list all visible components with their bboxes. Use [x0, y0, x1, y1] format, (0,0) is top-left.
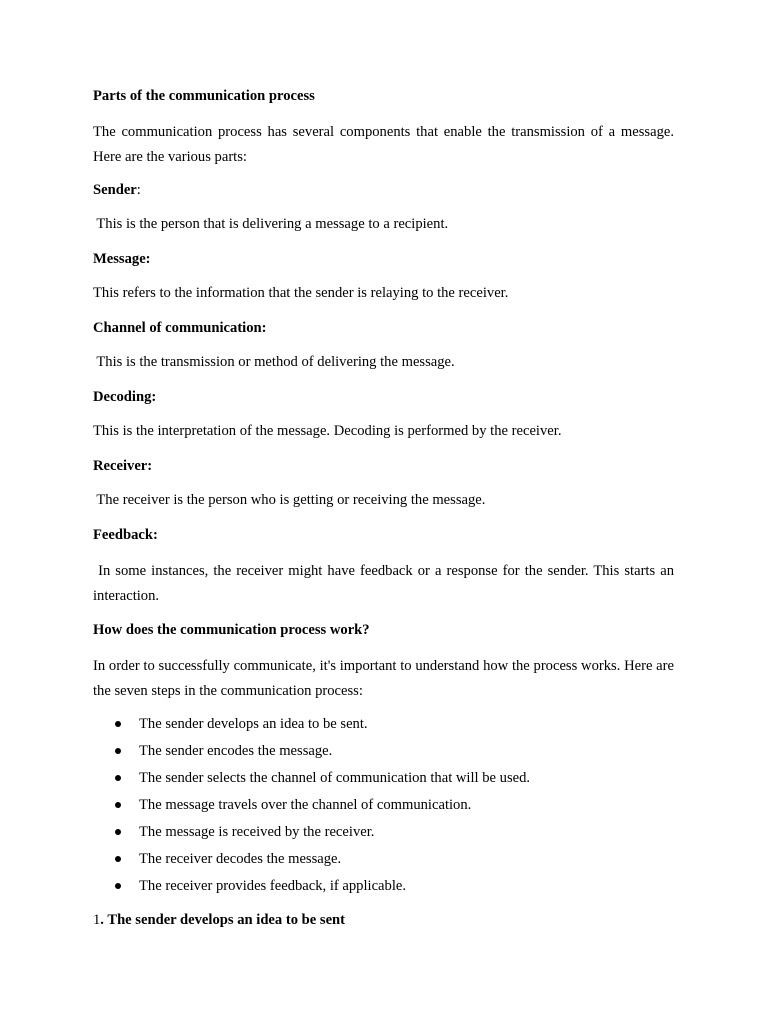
- intro-paragraph: The communication process has several components that enable the transmission of a message. Here are the various parts:: [93, 124, 674, 165]
- part-text-sender: This is the person that is delivering a message to a recipient.: [93, 216, 449, 232]
- steps-list: [93, 714, 674, 896]
- part-label-channel: [93, 318, 674, 338]
- bullet-icon: [115, 721, 121, 727]
- part-label-text: Feedback:: [93, 527, 158, 543]
- part-text-feedback: In some instances, the receiver might have feedback or a response for the sender. This starts an interaction.: [93, 563, 678, 604]
- list-item: [93, 795, 674, 815]
- how-intro-paragraph: In order to successfully communicate, it's important to understand how the process works. Here are the seven steps in the communication process:: [93, 658, 674, 699]
- part-label-text: Sender: [93, 182, 137, 198]
- part-text-decoding: This is the interpretation of the message. Decoding is performed by the receiver.: [93, 423, 562, 439]
- list-item: [93, 768, 674, 788]
- step-text: The sender develops an idea to be sent.: [139, 716, 368, 732]
- list-item: [93, 822, 674, 842]
- step-text: The message is received by the receiver.: [139, 824, 375, 840]
- part-text-receiver: The receiver is the person who is getting or receiving the message.: [93, 492, 486, 508]
- step-text: The message travels over the channel of communication.: [139, 797, 472, 813]
- numbered-heading-text: . The sender develops an idea to be sent: [100, 912, 346, 928]
- bullet-icon: [115, 883, 121, 889]
- list-item: [93, 741, 674, 761]
- list-item: [93, 849, 674, 869]
- part-label-suffix: :: [136, 182, 141, 198]
- part-label-message: [93, 249, 674, 269]
- numbered-heading-number: 1: [93, 912, 101, 928]
- part-text-channel: This is the transmission or method of delivering the message.: [93, 354, 455, 370]
- part-label-receiver: [93, 456, 674, 476]
- step-text: The receiver provides feedback, if applicable.: [139, 878, 407, 894]
- list-item: [93, 714, 674, 734]
- part-label-feedback: [93, 525, 674, 545]
- part-label-text: Receiver:: [93, 458, 153, 474]
- step-text: The sender selects the channel of communication that will be used.: [139, 770, 531, 786]
- part-label-text: Channel of communication:: [93, 320, 267, 336]
- bullet-icon: [115, 775, 121, 781]
- part-text-message: This refers to the information that the sender is relaying to the receiver.: [93, 285, 509, 301]
- step-text: The sender encodes the message.: [139, 743, 333, 759]
- part-label-text: Decoding:: [93, 389, 157, 405]
- numbered-heading: [93, 910, 674, 930]
- document-page: [93, 86, 678, 930]
- step-text: The receiver decodes the message.: [139, 851, 342, 867]
- bullet-icon: [115, 829, 121, 835]
- bullet-icon: [115, 856, 121, 862]
- part-label-text: Message:: [93, 251, 151, 267]
- bullet-icon: [115, 802, 121, 808]
- how-heading: How does the communication process work?: [93, 622, 370, 638]
- bullet-icon: [115, 748, 121, 754]
- section-title: Parts of the communication process: [93, 88, 315, 104]
- part-label-sender: [93, 180, 674, 200]
- part-label-decoding: [93, 387, 674, 407]
- list-item: [93, 876, 674, 896]
